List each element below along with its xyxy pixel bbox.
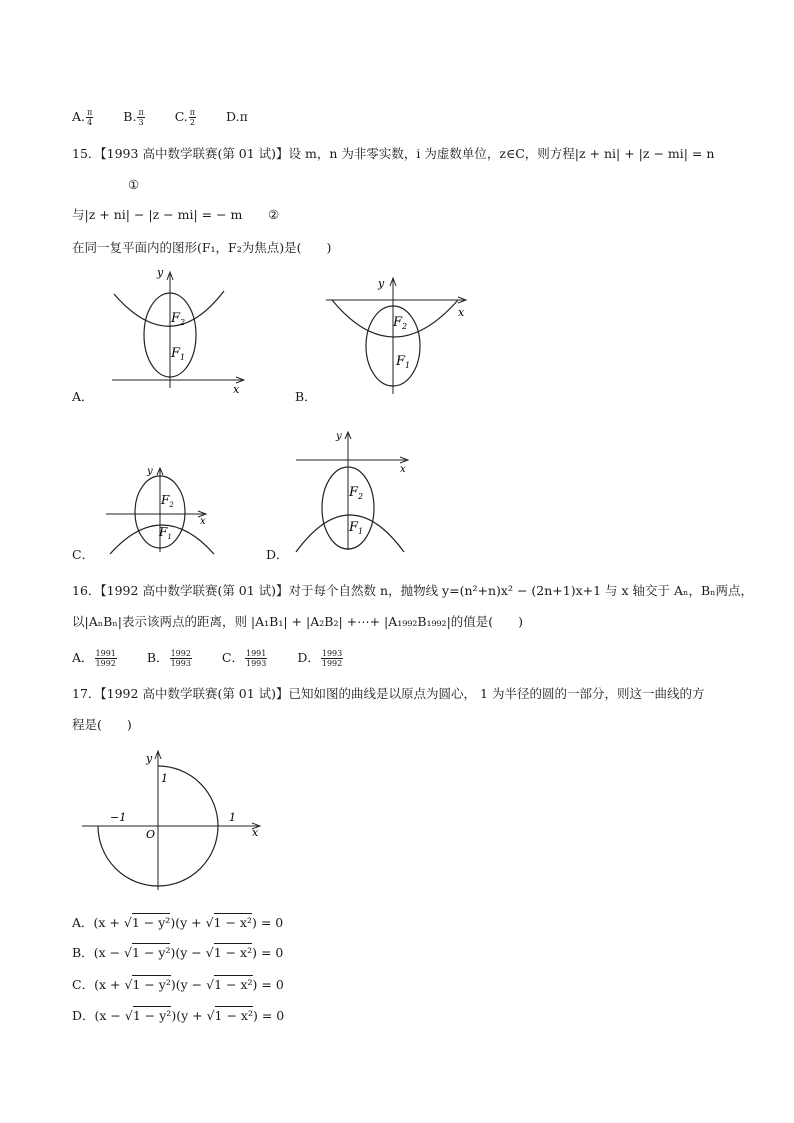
q15-label-d: D． <box>266 547 289 562</box>
q17-label-origin: O <box>146 828 156 841</box>
q15c-focus-1: $F_1$ <box>159 525 172 541</box>
q15c-y-label: y <box>147 466 153 477</box>
q16-options <box>72 649 369 668</box>
q15a-focus-2: $F_2$ <box>171 311 186 327</box>
q15-stem-line1: 15．【1993 高中数学联赛(第 01 试)】设 m，n 为非零实数，i 为虚数单位，z∈C，则方程|z + ni| + |z − mi| = n <box>72 146 715 161</box>
q15d-focus-2: $F_2$ <box>349 485 364 501</box>
q15-figure-a <box>100 262 260 397</box>
q15-label-a: A． <box>72 389 94 404</box>
q17-x-label: x <box>252 826 259 839</box>
q15-marker-1: ① <box>128 177 140 192</box>
q15a-x-label: x <box>233 383 240 396</box>
q17-stem-line2: 程是( ) <box>72 717 132 732</box>
q15b-focus-1: $F_1$ <box>396 354 411 370</box>
q15d-x-label: x <box>400 464 406 475</box>
q16-stem-line2: 以|AₙBₙ|表示该两点的距离，则 |A₁B₁| + |A₂B₂| +⋯+ |A₁₉₉₂B₁₉₉₂|的值是( ) <box>72 614 524 629</box>
q15c-x-label: x <box>200 516 206 527</box>
q17-stem-line1: 17．【1992 高中数学联赛(第 01 试)】已知如图的曲线是以原点为圆心， 1 为半径的圆的一部分，则这一曲线的方 <box>72 686 705 701</box>
q16-option-a: A． $\frac{1991}{1992}$ <box>72 649 116 668</box>
q14-option-d: D.π <box>226 109 248 124</box>
q16-option-c: C． $\frac{1991}{1993}$ <box>221 649 267 668</box>
q15a-focus-1: $F_1$ <box>171 346 186 362</box>
q15d-y-label: y <box>336 431 342 442</box>
q17-label-one-right: 1 <box>229 811 236 824</box>
q16-option-b: B． $\frac{1992}{1993}$ <box>146 649 191 668</box>
q15-marker-2: ② <box>268 207 280 222</box>
q15a-y-label: y <box>157 266 164 279</box>
q15-stem-line3: 在同一复平面内的图形(F₁，F₂为焦点)是( ) <box>72 240 332 255</box>
q15-figure-b <box>318 272 478 400</box>
q17-option-d: D．(x − √1 − y²)(y + √1 − x²) = 0 <box>72 1008 285 1023</box>
q17-option-a: A．(x + √1 − y²)(y + √1 − x²) = 0 <box>72 915 284 930</box>
q15b-x-label: x <box>458 306 465 319</box>
q14-option-a: A. $\frac{\pi}{4}$ <box>72 108 93 127</box>
q14-option-c: C. $\frac{\pi}{2}$ <box>174 108 196 127</box>
q15c-focus-2: $F_2$ <box>161 493 174 509</box>
q14-option-b: B. $\frac{\pi}{3}$ <box>123 108 144 127</box>
q15-label-b: B． <box>295 389 317 404</box>
q14-options <box>72 108 274 127</box>
q16-option-d: D． $\frac{1993}{1992}$ <box>297 649 343 668</box>
q15-stem-line2: 与|z + ni| − |z − mi| = − m <box>72 207 243 222</box>
q17-label-one-top: 1 <box>161 772 168 785</box>
q16-stem-line1: 16．【1992 高中数学联赛(第 01 试)】对于每个自然数 n，抛物线 y=(n²+n)x² − (2n+1)x+1 与 x 轴交于 Aₙ，Bₙ两点， <box>72 583 754 598</box>
q15b-y-label: y <box>378 277 385 290</box>
q15b-focus-2: $F_2$ <box>393 315 408 331</box>
q17-label-neg-one: −1 <box>110 811 127 824</box>
q15-label-c: C． <box>72 547 95 562</box>
q15-figure-c <box>100 462 220 554</box>
q17-option-b: B．(x − √1 − y²)(y − √1 − x²) = 0 <box>72 945 284 960</box>
q17-y-label: y <box>146 752 153 765</box>
q15-figure-d <box>292 428 418 552</box>
q17-option-c: C．(x + √1 − y²)(y − √1 − x²) = 0 <box>72 977 284 992</box>
q15d-focus-1: $F_1$ <box>349 520 364 536</box>
q17-figure <box>80 744 270 894</box>
